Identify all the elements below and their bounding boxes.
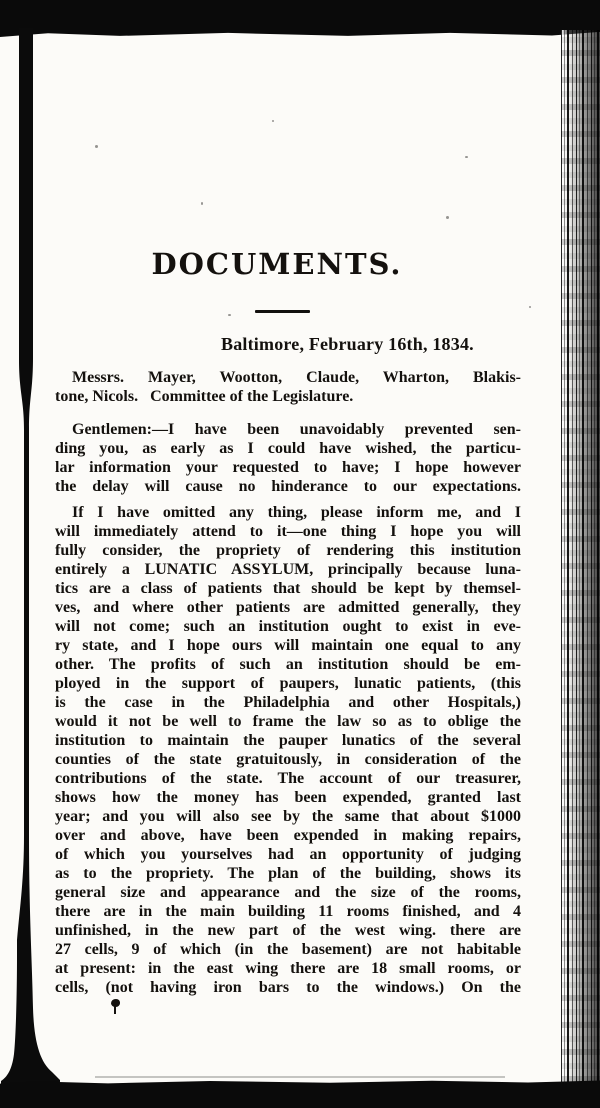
ink-speck xyxy=(529,306,531,308)
text-line: contributions of the state. The account of our treasurer, xyxy=(55,770,521,787)
text-line: cells, (not having iron bars to the windows.) On the xyxy=(55,979,521,996)
text-line: lar information your requested to have; I hope however xyxy=(55,459,521,476)
text-line: ployed in the support of paupers, lunatic patients, (this xyxy=(55,675,521,692)
text-line: would it not be well to frame the law so as to oblige the xyxy=(55,713,521,730)
ink-blot-mark xyxy=(111,999,121,1016)
text-line: year; and you will also see by the same that about $1000 xyxy=(55,808,521,825)
text-line: counties of the state gratuitously, in consideration of the xyxy=(55,751,521,768)
text-line: will immediately attend to it—one thing I hope you will xyxy=(55,523,521,540)
text-line: at present: in the east wing there are 18 small rooms, or xyxy=(55,960,521,977)
text-line: is the case in the Philadelphia and other Hospitals,) xyxy=(55,694,521,711)
text-line: tone, Nicols. Committee of the Legislature. xyxy=(55,388,354,405)
text-line: tics are a class of patients that should be kept by themsel- xyxy=(55,580,521,597)
text-line: Messrs. Mayer, Wootton, Claude, Wharton, Blakis- xyxy=(72,369,521,386)
text-line: of which you yourselves had an opportunity of judging xyxy=(55,846,521,863)
text-line: over and above, have been expended in making repairs, xyxy=(55,827,521,844)
page-edge-texture xyxy=(561,30,600,1082)
dateline: Baltimore, February 16th, 1834. xyxy=(221,334,474,354)
text-line: Gentlemen:—I have been unavoidably prevented sen- xyxy=(72,421,521,438)
document-title: DOCUMENTS. xyxy=(151,247,403,281)
ink-blot-icon xyxy=(111,999,120,1007)
paragraph-main xyxy=(55,503,521,997)
text-line: 27 cells, 9 of which (in the basement) are not habitable xyxy=(55,941,521,958)
scan-border-bottom xyxy=(0,1079,600,1108)
text-line: ry state, and I hope ours will maintain one equal to any xyxy=(55,637,521,654)
scan-smudge xyxy=(95,1076,505,1078)
text-line: as to the propriety. The plan of the building, shows its xyxy=(55,865,521,882)
title-divider-rule xyxy=(255,310,310,313)
text-line: entirely a LUNATIC ASSYLUM, principally because luna- xyxy=(55,561,521,578)
text-line: fully consider, the propriety of rendering this institution xyxy=(55,542,521,559)
paragraph-opening xyxy=(55,420,521,496)
text-line: institution to maintain the pauper lunatics of the several xyxy=(55,732,521,749)
text-line: the delay will cause no hinderance to our expectations. xyxy=(55,478,521,495)
text-line: ding you, as early as I could have wished, the particu- xyxy=(55,440,521,457)
text-line: will not come; such an institution ought to exist in eve- xyxy=(55,618,521,635)
text-line: unfinished, in the new part of the west wing. there are xyxy=(55,922,521,939)
text-line: there are in the main building 11 rooms finished, and 4 xyxy=(55,903,521,920)
text-line: other. The profits of such an institution should be em- xyxy=(55,656,521,673)
text-line: shows how the money has been expended, granted last xyxy=(55,789,521,806)
text-line: If I have omitted any thing, please inform me, and I xyxy=(72,504,521,521)
text-line: ves, and where other patients are admitted generally, they xyxy=(55,599,521,616)
text-line: general size and appearance and the size of the rooms, xyxy=(55,884,521,901)
salutation-address xyxy=(55,368,521,406)
document-content xyxy=(55,0,521,1016)
